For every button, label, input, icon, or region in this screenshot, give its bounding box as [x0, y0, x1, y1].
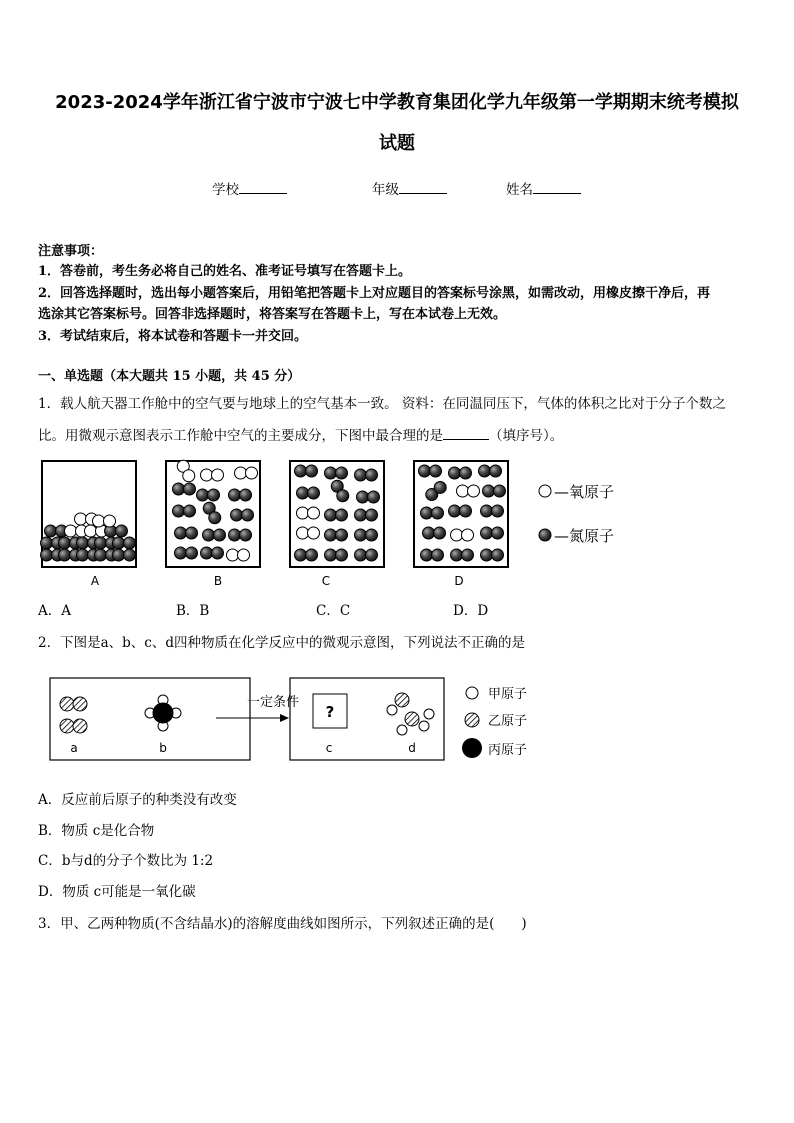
school-field	[212, 180, 287, 200]
oxygen-molecule-atom	[65, 525, 77, 537]
oxygen-molecule-atom	[212, 469, 224, 481]
nitrogen-molecule-atom	[494, 485, 506, 497]
nitrogen-molecule-atom	[214, 529, 226, 541]
nitrogen-molecule-atom	[95, 537, 107, 549]
nitrogen-molecule-atom	[116, 525, 128, 537]
nitrogen-molecule-atom	[481, 505, 493, 517]
notice-item: 2．回答选择题时，选出每小题答案后，用铅笔把答题卡上对应题目的答案标号涂黑，如需改动，用橡皮擦干净后，再	[38, 286, 711, 301]
nitrogen-molecule-atom	[336, 529, 348, 541]
q1-option-c: C．C	[316, 603, 351, 619]
name-field	[506, 180, 581, 200]
oxygen-molecule-atom	[235, 467, 247, 479]
nitrogen-molecule-atom	[366, 529, 378, 541]
box-label: A	[90, 574, 100, 588]
oxygen-molecule-atom	[238, 549, 250, 561]
nitrogen-molecule-atom	[460, 505, 472, 517]
q1-option-d: D．D	[453, 603, 489, 619]
q2-stem: 2．下图是a、b、c、d四种物质在化学反应中的微观示意图，下列说法不正确的是	[38, 635, 525, 651]
nitrogen-molecule-atom	[449, 505, 461, 517]
nitrogen-molecule-atom	[432, 549, 444, 561]
atom-jia-icon	[466, 687, 478, 699]
nitrogen-molecule-atom	[423, 527, 435, 539]
nitrogen-molecule-atom	[124, 549, 136, 561]
nitrogen-molecule-atom	[421, 549, 433, 561]
page-title: 2023-2024学年浙江省宁波市宁波七中学教育集团化学九年级第一学期期末统考模拟	[55, 92, 739, 113]
nitrogen-molecule-atom	[325, 529, 337, 541]
nitrogen-molecule-atom	[434, 527, 446, 539]
q1-option-a: A．A	[38, 603, 71, 619]
nitrogen-molecule-atom	[357, 491, 369, 503]
legend-nitrogen: —氮原子	[554, 527, 615, 545]
grade-label: 年级	[372, 182, 399, 198]
answer-blank	[443, 427, 489, 440]
nitrogen-molecule-atom	[184, 483, 196, 495]
nitrogen-molecule-atom	[95, 549, 107, 561]
oxygen-molecule-atom	[246, 467, 258, 479]
atom-bing-icon	[462, 738, 482, 758]
nitrogen-molecule-atom	[184, 505, 196, 517]
q1-stem-line1: 1．载人航天器工作舱中的空气要与地球上的空气基本一致。 资料：在同温同压下，气体的体积之比对于分子个数之	[38, 396, 726, 412]
box-label: D	[454, 574, 464, 588]
nitrogen-molecule-atom	[77, 537, 89, 549]
label-d: d	[408, 741, 416, 755]
notice-heading: 注意事项：	[38, 244, 104, 259]
nitrogen-molecule-atom	[209, 512, 221, 524]
nitrogen-molecule-atom	[231, 509, 243, 521]
arrow-label: 一定条件	[247, 695, 300, 710]
nitrogen-molecule-atom	[430, 465, 442, 477]
nitrogen-molecule-atom	[240, 489, 252, 501]
nitrogen-molecule-atom	[336, 509, 348, 521]
nitrogen-molecule-atom	[203, 529, 215, 541]
name-label: 姓名	[506, 182, 533, 198]
q2-option-b: B．物质 c是化合物	[38, 823, 155, 839]
oxygen-molecule-atom	[462, 529, 474, 541]
nitrogen-molecule-atom	[295, 549, 307, 561]
nitrogen-molecule-atom	[186, 547, 198, 559]
nitrogen-molecule-atom	[212, 547, 224, 559]
nitrogen-molecule-atom	[308, 487, 320, 499]
legend-oxygen: —氧原子	[554, 483, 615, 501]
nitrogen-atom-icon	[539, 529, 551, 541]
nitrogen-molecule-atom	[59, 537, 71, 549]
nitrogen-molecule-atom	[113, 549, 125, 561]
nitrogen-molecule-atom	[229, 529, 241, 541]
oxygen-molecule-atom	[104, 515, 116, 527]
school-label: 学校	[212, 182, 239, 198]
section-heading: 一、单选题（本大题共 15 小题，共 45 分）	[38, 369, 301, 384]
label-a: a	[70, 741, 78, 755]
page-title-line2: 试题	[379, 133, 415, 154]
nitrogen-molecule-atom	[325, 467, 337, 479]
legend-bing: 丙原子	[488, 743, 528, 758]
nitrogen-molecule-atom	[186, 527, 198, 539]
nitrogen-molecule-atom	[355, 529, 367, 541]
box-label: B	[213, 574, 223, 588]
nitrogen-molecule-atom	[306, 465, 318, 477]
nitrogen-molecule-atom	[175, 547, 187, 559]
label-b: b	[159, 741, 167, 755]
nitrogen-molecule-atom	[77, 549, 89, 561]
nitrogen-molecule-atom	[229, 489, 241, 501]
nitrogen-molecule-atom	[355, 549, 367, 561]
nitrogen-molecule-atom	[297, 487, 309, 499]
nitrogen-molecule-atom	[355, 469, 367, 481]
oxygen-molecule-atom	[227, 549, 239, 561]
nitrogen-molecule-atom	[492, 527, 504, 539]
oxygen-molecule-atom	[457, 485, 469, 497]
nitrogen-molecule-atom	[481, 527, 493, 539]
nitrogen-molecule-atom	[336, 549, 348, 561]
nitrogen-molecule-atom	[451, 549, 463, 561]
nitrogen-molecule-atom	[366, 509, 378, 521]
nitrogen-molecule-atom	[173, 483, 185, 495]
q1-figure	[36, 455, 636, 595]
oxygen-molecule-atom	[201, 469, 213, 481]
nitrogen-molecule-atom	[175, 527, 187, 539]
oxygen-molecule-atom	[308, 527, 320, 539]
nitrogen-molecule-atom	[483, 485, 495, 497]
nitrogen-molecule-atom	[325, 509, 337, 521]
q1-stem-tail: （填序号）。	[489, 428, 564, 444]
nitrogen-molecule-atom	[366, 549, 378, 561]
nitrogen-molecule-atom	[419, 465, 431, 477]
nitrogen-molecule-atom	[208, 489, 220, 501]
legend-jia: 甲原子	[488, 687, 528, 702]
arrow-head-icon	[280, 714, 289, 722]
nitrogen-molecule-atom	[41, 537, 53, 549]
nitrogen-molecule-atom	[462, 549, 474, 561]
nitrogen-molecule-atom	[242, 509, 254, 521]
atom-yi-icon	[465, 713, 479, 727]
notice-item: 1．答卷前，考生务必将自己的姓名、准考证号填写在答题卡上。	[38, 264, 412, 279]
nitrogen-molecule-atom	[325, 549, 337, 561]
oxygen-molecule-atom	[468, 485, 480, 497]
oxygen-molecule-atom	[297, 507, 309, 519]
nitrogen-molecule-atom	[240, 529, 252, 541]
notice-item: 3．考试结束后，将本试卷和答题卡一并交回。	[38, 329, 308, 344]
nitrogen-molecule-atom	[492, 549, 504, 561]
q2-legend	[456, 680, 566, 770]
nitrogen-molecule-atom	[490, 465, 502, 477]
nitrogen-molecule-atom	[355, 509, 367, 521]
nitrogen-molecule-atom	[201, 547, 213, 559]
q2-option-a: A．反应前后原子的种类没有改变	[38, 792, 237, 808]
nitrogen-molecule-atom	[45, 525, 57, 537]
oxygen-molecule-atom	[183, 470, 195, 482]
nitrogen-molecule-atom	[336, 467, 348, 479]
nitrogen-molecule-atom	[449, 467, 461, 479]
nitrogen-molecule-atom	[197, 489, 209, 501]
nitrogen-molecule-atom	[368, 491, 380, 503]
oxygen-molecule-atom	[93, 515, 105, 527]
oxygen-molecule-atom	[85, 525, 97, 537]
nitrogen-molecule-atom	[434, 481, 446, 493]
nitrogen-molecule-atom	[337, 490, 349, 502]
nitrogen-molecule-atom	[432, 507, 444, 519]
label-c: c	[325, 741, 333, 755]
oxygen-molecule-atom	[297, 527, 309, 539]
nitrogen-molecule-atom	[113, 537, 125, 549]
nitrogen-molecule-atom	[124, 537, 136, 549]
oxygen-molecule-atom	[308, 507, 320, 519]
nitrogen-molecule-atom	[421, 507, 433, 519]
notice-item: 选涂其它答案标号。回答非选择题时，将答案写在答题卡上，写在本试卷上无效。	[38, 307, 507, 322]
oxygen-molecule-atom	[451, 529, 463, 541]
question-mark: ?	[325, 703, 335, 721]
nitrogen-molecule-atom	[59, 549, 71, 561]
nitrogen-molecule-atom	[295, 465, 307, 477]
oxygen-molecule-atom	[75, 513, 87, 525]
q1-stem-text: 比。用微观示意图表示工作舱中空气的主要成分，下图中最合理的是	[38, 428, 443, 444]
q2-option-c: C．b与d的分子个数比为 1:2	[38, 853, 214, 869]
legend-yi: 乙原子	[488, 714, 528, 729]
grade-field	[372, 180, 447, 200]
nitrogen-molecule-atom	[173, 505, 185, 517]
q3-stem: 3．甲、乙两种物质(不含结晶水)的溶解度曲线如图所示，下列叙述正确的是( )	[38, 916, 527, 932]
nitrogen-molecule-atom	[460, 467, 472, 479]
nitrogen-molecule-atom	[492, 505, 504, 517]
nitrogen-molecule-atom	[306, 549, 318, 561]
nitrogen-molecule-atom	[481, 549, 493, 561]
q2-option-d: D．物质 c可能是一氧化碳	[38, 884, 196, 900]
nitrogen-molecule-atom	[366, 469, 378, 481]
q1-stem-line2	[38, 426, 563, 446]
nitrogen-molecule-atom	[41, 549, 53, 561]
nitrogen-molecule-atom	[479, 465, 491, 477]
box-label: C	[321, 574, 331, 588]
oxygen-atom-icon	[539, 485, 551, 497]
q1-option-b: B．B	[176, 603, 210, 619]
